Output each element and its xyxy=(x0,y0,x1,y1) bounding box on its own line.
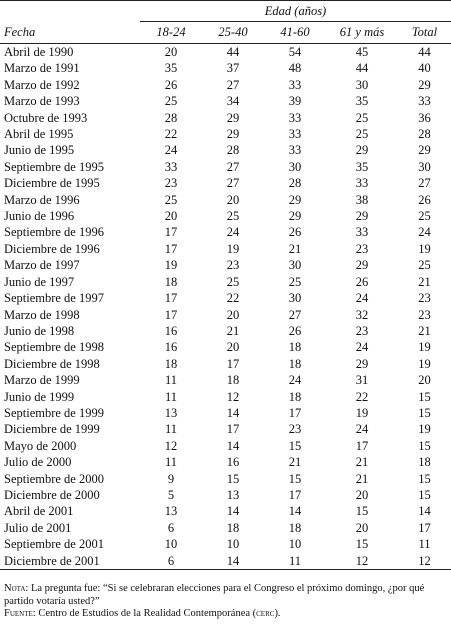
cell-61-y-mas: 29 xyxy=(355,209,369,224)
cell-18-24: 12 xyxy=(164,438,178,453)
cell-41-60: 15 xyxy=(288,438,302,453)
table-row xyxy=(0,224,451,240)
table-row xyxy=(0,208,451,224)
cell-total: 15 xyxy=(418,471,431,486)
note-line xyxy=(4,583,449,608)
table-row xyxy=(0,44,451,61)
cell-61-y-mas: 24 xyxy=(355,422,369,437)
cell-41-60: 15 xyxy=(288,471,302,486)
cell-25-40: 18 xyxy=(226,373,240,388)
source-text: : Centro de Estudios de la Realidad Contemporánea ( xyxy=(32,608,257,619)
cell-61-y-mas: 22 xyxy=(355,389,369,404)
cell-25-40: 20 xyxy=(226,307,240,322)
cell-18-24: 25 xyxy=(164,94,178,109)
cell-41-60: 33 xyxy=(288,77,302,92)
table-row xyxy=(0,536,451,552)
cell-18-24: 17 xyxy=(164,241,178,256)
cell-total: 29 xyxy=(418,143,431,158)
cell-25-40: 25 xyxy=(226,274,240,289)
cell-61-y-mas: 30 xyxy=(355,77,369,92)
cell-18-24: 16 xyxy=(164,323,178,338)
cell-total: 36 xyxy=(418,110,431,125)
table-row xyxy=(0,110,451,126)
cell-41-60: 26 xyxy=(288,225,302,240)
row-date-label: Junio de 1996 xyxy=(4,209,75,224)
cell-25-40: 29 xyxy=(226,127,240,142)
cell-61-y-mas: 25 xyxy=(355,110,369,125)
cell-41-60: 26 xyxy=(288,323,302,338)
table-row xyxy=(0,339,451,355)
cell-61-y-mas: 24 xyxy=(355,340,369,355)
table-row xyxy=(0,389,451,405)
cell-total: 19 xyxy=(418,340,431,355)
table-row xyxy=(0,307,451,323)
cell-25-40: 37 xyxy=(226,61,240,76)
cell-41-60: 21 xyxy=(288,241,302,256)
cell-total: 29 xyxy=(418,77,431,92)
table-row xyxy=(0,405,451,421)
cell-25-40: 14 xyxy=(226,504,240,519)
cell-41-60: 54 xyxy=(288,45,302,59)
cell-41-60: 33 xyxy=(288,110,302,125)
table-row xyxy=(0,520,451,536)
cell-61-y-mas: 35 xyxy=(355,159,369,174)
row-date-label: Diciembre de 2000 xyxy=(4,487,100,502)
row-date-label: Julio de 2000 xyxy=(4,455,72,470)
cell-total: 28 xyxy=(418,127,431,142)
cell-61-y-mas: 23 xyxy=(355,241,369,256)
row-date-label: Diciembre de 1995 xyxy=(4,176,100,191)
cell-25-40: 19 xyxy=(226,241,240,256)
column-header-25-40: 25-40 xyxy=(202,22,264,44)
row-date-label: Marzo de 1996 xyxy=(4,192,80,207)
column-header-18-24: 18-24 xyxy=(140,22,202,44)
cell-41-60: 17 xyxy=(288,487,302,502)
age-group-header: Edad (años) xyxy=(140,1,451,22)
cell-61-y-mas: 19 xyxy=(355,405,369,420)
cell-18-24: 24 xyxy=(164,143,178,158)
cell-25-40: 34 xyxy=(226,94,240,109)
cell-25-40: 28 xyxy=(226,143,240,158)
table-row xyxy=(0,323,451,339)
cell-total: 15 xyxy=(418,487,431,502)
source-close: ). xyxy=(274,608,281,619)
cell-18-24: 18 xyxy=(164,356,178,371)
cell-total: 19 xyxy=(418,356,431,371)
cell-61-y-mas: 29 xyxy=(355,143,369,158)
cell-18-24: 25 xyxy=(164,192,178,207)
cell-25-40: 23 xyxy=(226,258,240,273)
cell-18-24: 18 xyxy=(164,274,178,289)
cell-25-40: 14 xyxy=(202,553,264,570)
cell-41-60: 30 xyxy=(288,258,302,273)
row-date-label: Septiembre de 1998 xyxy=(4,340,104,355)
table-row xyxy=(0,454,451,470)
cell-41-60: 29 xyxy=(288,192,302,207)
cell-25-40: 14 xyxy=(226,405,240,420)
cell-18-24: 9 xyxy=(167,471,175,486)
cell-61-y-mas: 21 xyxy=(355,471,369,486)
row-date-label: Junio de 1999 xyxy=(4,389,75,404)
column-header-61-y-mas: 61 y más xyxy=(326,22,398,44)
cell-total: 15 xyxy=(418,405,431,420)
cell-61-y-mas: 24 xyxy=(355,291,369,306)
cell-25-40: 25 xyxy=(226,209,240,224)
cell-25-40: 44 xyxy=(226,45,240,59)
cell-18-24: 35 xyxy=(164,61,178,76)
cell-25-40: 24 xyxy=(226,225,240,240)
table-row xyxy=(0,142,451,158)
table-row xyxy=(0,471,451,487)
cell-41-60: 30 xyxy=(288,159,302,174)
row-date-label: Diciembre de 2001 xyxy=(0,553,140,570)
table-row xyxy=(0,438,451,454)
cell-18-24: 11 xyxy=(164,389,178,404)
cell-61-y-mas: 15 xyxy=(355,504,369,519)
table-row xyxy=(0,421,451,437)
cell-25-40: 16 xyxy=(226,455,240,470)
header-spacer xyxy=(0,1,140,22)
cell-41-60: 33 xyxy=(288,127,302,142)
cell-61-y-mas: 33 xyxy=(355,225,369,240)
cell-41-60: 30 xyxy=(288,291,302,306)
cell-18-24: 22 xyxy=(164,127,178,142)
row-date-label: Abril de 1990 xyxy=(4,45,74,59)
column-header-fecha: Fecha xyxy=(0,22,140,44)
cell-total: 14 xyxy=(418,504,431,519)
table-row xyxy=(0,192,451,208)
cell-41-60: 28 xyxy=(288,176,302,191)
row-date-label: Abril de 2001 xyxy=(4,504,74,519)
table-row xyxy=(0,487,451,503)
cell-18-24: 11 xyxy=(164,422,178,437)
cell-61-y-mas: 35 xyxy=(355,94,369,109)
cell-61-y-mas: 20 xyxy=(355,487,369,502)
cell-18-24: 33 xyxy=(164,159,178,174)
cell-total: 21 xyxy=(418,323,431,338)
cell-total: 23 xyxy=(418,291,431,306)
cell-total: 21 xyxy=(418,274,431,289)
cell-41-60: 33 xyxy=(288,143,302,158)
cell-41-60: 18 xyxy=(288,520,302,535)
cell-25-40: 17 xyxy=(226,422,240,437)
cell-61-y-mas: 32 xyxy=(355,307,369,322)
cell-25-40: 12 xyxy=(226,389,240,404)
cell-18-24: 11 xyxy=(164,455,178,470)
cell-25-40: 20 xyxy=(226,340,240,355)
table-row xyxy=(0,241,451,257)
row-date-label: Diciembre de 1999 xyxy=(4,422,100,437)
cell-18-24: 20 xyxy=(164,209,178,224)
cell-41-60: 39 xyxy=(288,94,302,109)
table-body xyxy=(0,44,451,570)
cell-41-60: 14 xyxy=(288,504,302,519)
column-header-41-60: 41-60 xyxy=(264,22,326,44)
cell-25-40: 17 xyxy=(226,356,240,371)
cell-total: 27 xyxy=(418,176,431,191)
row-date-label: Marzo de 1993 xyxy=(4,94,80,109)
cell-25-40: 18 xyxy=(226,520,240,535)
cell-total: 18 xyxy=(418,455,431,470)
cell-61-y-mas: 23 xyxy=(355,323,369,338)
cell-61-y-mas: 17 xyxy=(355,438,369,453)
cell-61-y-mas: 21 xyxy=(355,455,369,470)
cell-61-y-mas: 25 xyxy=(355,127,369,142)
cell-18-24: 10 xyxy=(164,537,178,552)
table-row xyxy=(0,274,451,290)
cell-41-60: 23 xyxy=(288,422,302,437)
cell-18-24: 19 xyxy=(164,258,178,273)
cell-61-y-mas: 33 xyxy=(355,176,369,191)
table-row xyxy=(0,175,451,191)
cell-18-24: 26 xyxy=(164,77,178,92)
row-date-label: Mayo de 2000 xyxy=(4,438,77,453)
cell-18-24: 13 xyxy=(164,405,178,420)
cell-total: 40 xyxy=(418,61,431,76)
row-date-label: Septiembre de 1995 xyxy=(4,159,104,174)
note-label: Nota xyxy=(4,583,26,594)
row-date-label: Marzo de 1992 xyxy=(4,77,80,92)
cell-total: 23 xyxy=(418,307,431,322)
source-label: Fuente xyxy=(4,608,33,619)
cell-25-40: 15 xyxy=(226,471,240,486)
table-row xyxy=(0,372,451,388)
table-row xyxy=(0,60,451,76)
cell-41-60: 27 xyxy=(288,307,302,322)
cell-61-y-mas: 26 xyxy=(355,274,369,289)
table-row xyxy=(0,126,451,142)
cell-41-60: 17 xyxy=(288,405,302,420)
row-date-label: Junio de 1997 xyxy=(4,274,75,289)
cell-25-40: 21 xyxy=(226,323,240,338)
cell-total: 17 xyxy=(418,520,431,535)
row-date-label: Septiembre de 1997 xyxy=(4,291,104,306)
table-row xyxy=(0,503,451,519)
cell-25-40: 20 xyxy=(226,192,240,207)
table-notes xyxy=(4,583,449,621)
row-date-label: Marzo de 1997 xyxy=(4,258,80,273)
cell-total: 25 xyxy=(418,209,431,224)
row-date-label: Septiembre de 2000 xyxy=(4,471,104,486)
table-row xyxy=(0,159,451,175)
cell-18-24: 13 xyxy=(164,504,178,519)
cell-25-40: 22 xyxy=(226,291,240,306)
cell-41-60: 25 xyxy=(288,274,302,289)
row-date-label: Diciembre de 1996 xyxy=(4,241,100,256)
table-row xyxy=(0,356,451,372)
row-date-label: Julio de 2001 xyxy=(4,520,72,535)
row-date-label: Marzo de 1991 xyxy=(4,61,80,76)
cell-total: 25 xyxy=(418,258,431,273)
cell-total: 15 xyxy=(418,438,431,453)
source-line xyxy=(4,608,449,621)
cell-41-60: 29 xyxy=(288,209,302,224)
row-date-label: Abril de 1995 xyxy=(4,127,74,142)
cell-18-24: 17 xyxy=(164,307,178,322)
cell-total: 26 xyxy=(418,192,431,207)
row-date-label: Junio de 1998 xyxy=(4,323,75,338)
cell-total: 19 xyxy=(418,241,431,256)
cell-18-24: 20 xyxy=(164,45,178,59)
cell-25-40: 27 xyxy=(226,77,240,92)
cell-61-y-mas: 29 xyxy=(355,258,369,273)
cell-25-40: 14 xyxy=(226,438,240,453)
cell-41-60: 18 xyxy=(288,356,302,371)
row-date-label: Junio de 1995 xyxy=(4,143,75,158)
cell-total: 33 xyxy=(418,94,431,109)
cell-41-60: 10 xyxy=(288,537,302,552)
cell-total: 12 xyxy=(398,553,451,570)
cell-total: 24 xyxy=(418,225,431,240)
row-date-label: Marzo de 1998 xyxy=(4,307,80,322)
row-date-label: Septiembre de 1996 xyxy=(4,225,104,240)
table-row xyxy=(0,553,451,570)
cell-18-24: 28 xyxy=(164,110,178,125)
cell-25-40: 27 xyxy=(226,159,240,174)
column-header-total: Total xyxy=(398,22,451,44)
cell-25-40: 29 xyxy=(226,110,240,125)
cell-18-24: 11 xyxy=(164,373,178,388)
cell-25-40: 13 xyxy=(226,487,240,502)
table-row xyxy=(0,290,451,306)
cell-18-24: 5 xyxy=(167,487,175,502)
table-row xyxy=(0,257,451,273)
source-abbreviation: cerc xyxy=(256,608,275,619)
row-date-label: Septiembre de 2001 xyxy=(4,537,104,552)
row-date-label: Octubre de 1993 xyxy=(4,110,88,125)
row-date-label: Marzo de 1999 xyxy=(4,373,80,388)
cell-25-40: 27 xyxy=(226,176,240,191)
cell-total: 20 xyxy=(418,373,431,388)
cell-total: 30 xyxy=(418,159,431,174)
note-text: : La pregunta fue: “Si se celebraran elecciones para el Congreso el próximo domingo, ¿por qué partido votaría usted?” xyxy=(4,583,425,607)
cell-61-y-mas: 45 xyxy=(355,45,369,59)
row-date-label: Diciembre de 1998 xyxy=(4,356,100,371)
cell-18-24: 17 xyxy=(164,291,178,306)
cell-41-60: 11 xyxy=(264,553,326,570)
cell-41-60: 21 xyxy=(288,455,302,470)
table-row xyxy=(0,77,451,93)
cell-61-y-mas: 20 xyxy=(355,520,369,535)
row-date-label: Septiembre de 1999 xyxy=(4,405,104,420)
cell-61-y-mas: 12 xyxy=(326,553,398,570)
cell-total: 19 xyxy=(418,422,431,437)
cell-41-60: 48 xyxy=(288,61,302,76)
cell-61-y-mas: 38 xyxy=(355,192,369,207)
cell-18-24: 6 xyxy=(140,553,202,570)
cell-total: 15 xyxy=(418,389,431,404)
cell-41-60: 18 xyxy=(288,340,302,355)
cell-18-24: 23 xyxy=(164,176,178,191)
cell-25-40: 10 xyxy=(226,537,240,552)
cell-41-60: 18 xyxy=(288,389,302,404)
cell-61-y-mas: 31 xyxy=(355,373,369,388)
cell-18-24: 6 xyxy=(167,520,175,535)
table-row xyxy=(0,93,451,109)
cell-total: 11 xyxy=(418,537,431,552)
cell-total: 44 xyxy=(418,45,431,59)
cell-18-24: 16 xyxy=(164,340,178,355)
cell-18-24: 17 xyxy=(164,225,178,240)
cell-61-y-mas: 15 xyxy=(355,537,369,552)
cell-41-60: 24 xyxy=(288,373,302,388)
cell-61-y-mas: 44 xyxy=(355,61,369,76)
cell-61-y-mas: 29 xyxy=(355,356,369,371)
